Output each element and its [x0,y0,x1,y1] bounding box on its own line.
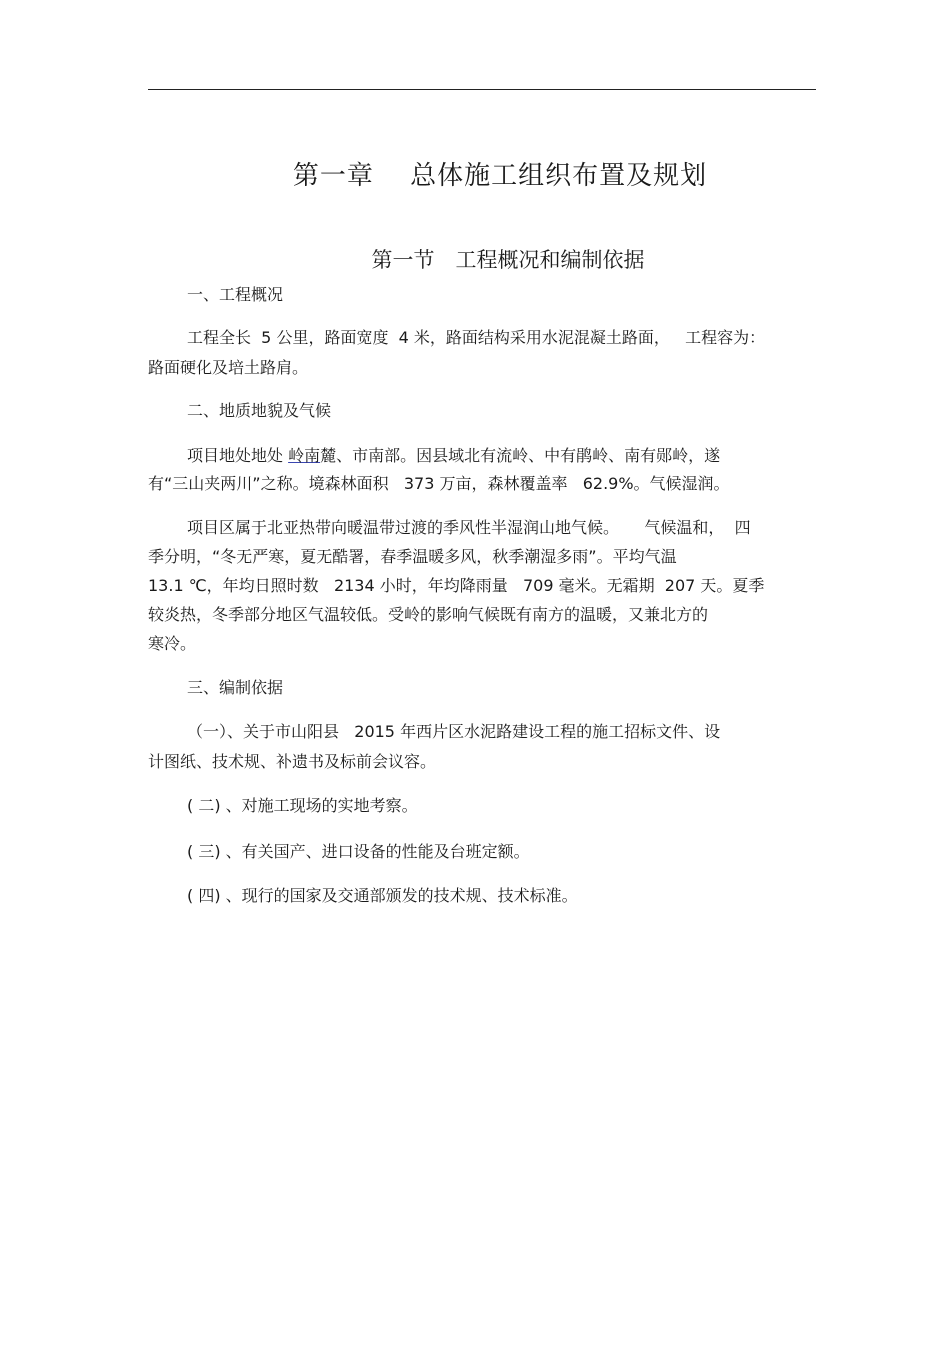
heading-geology-climate: 二、地质地貌及气候 [187,401,332,420]
paragraph-line: 路面硬化及培土路肩。 [148,358,309,377]
paragraph-line: 季分明，“冬无严寒，夏无酷署，春季温暖多风，秋季潮湿多雨”。平均气温 [148,547,677,566]
paragraph-line: 项目区属于北亚热带向暖温带过渡的季风性半湿润山地气候。 气候温和， 四 [187,518,751,537]
paragraph-line: 寒冷。 [148,634,197,653]
heading-project-overview: 一、工程概况 [187,285,284,304]
basis-item-continued: 计图纸、技术规、补遗书及标前会议容。 [148,752,437,771]
paragraph-line [187,446,720,466]
heading-basis: 三、编制依据 [187,678,284,697]
basis-item: （一）、关于市山阳县 2015 年西片区水泥路建设工程的施工招标文件、设 [187,722,721,741]
header-rule [148,89,816,90]
text-segment: 项目地处地处 [187,446,289,465]
basis-item: ( 三) 、有关国产、进口设备的性能及台班定额。 [187,842,530,861]
chapter-title: 第一章 总体施工组织布置及规划 [292,161,708,191]
paragraph-line: 较炎热，冬季部分地区气温较低。受岭的影响气候既有南方的温暖，又兼北方的 [148,605,709,624]
paragraph-line: 有“三山夹两川”之称。境森林面积 373 万亩，森林覆盖率 62.9%。气候湿润。 [148,474,730,493]
text-segment: 麓、市南部。因县域北有流岭、中有鹃岭、南有郧岭，遂 [320,446,721,465]
basis-item: ( 二) 、对施工现场的实地考察。 [187,796,418,815]
underlined-text: 岭南 [288,446,321,465]
paragraph-line: 工程全长 5 公里，路面宽度 4 米，路面结构采用水泥混凝土路面， 工程容为： [187,328,766,347]
section-title: 第一节 工程概况和编制依据 [371,248,645,272]
basis-item: ( 四) 、现行的国家及交通部颁发的技术规、技术标准。 [187,886,578,905]
paragraph-line: 13.1 ℃，年均日照时数 2134 小时，年均降雨量 709 毫米。无霜期 207 天。夏季 [148,576,765,595]
